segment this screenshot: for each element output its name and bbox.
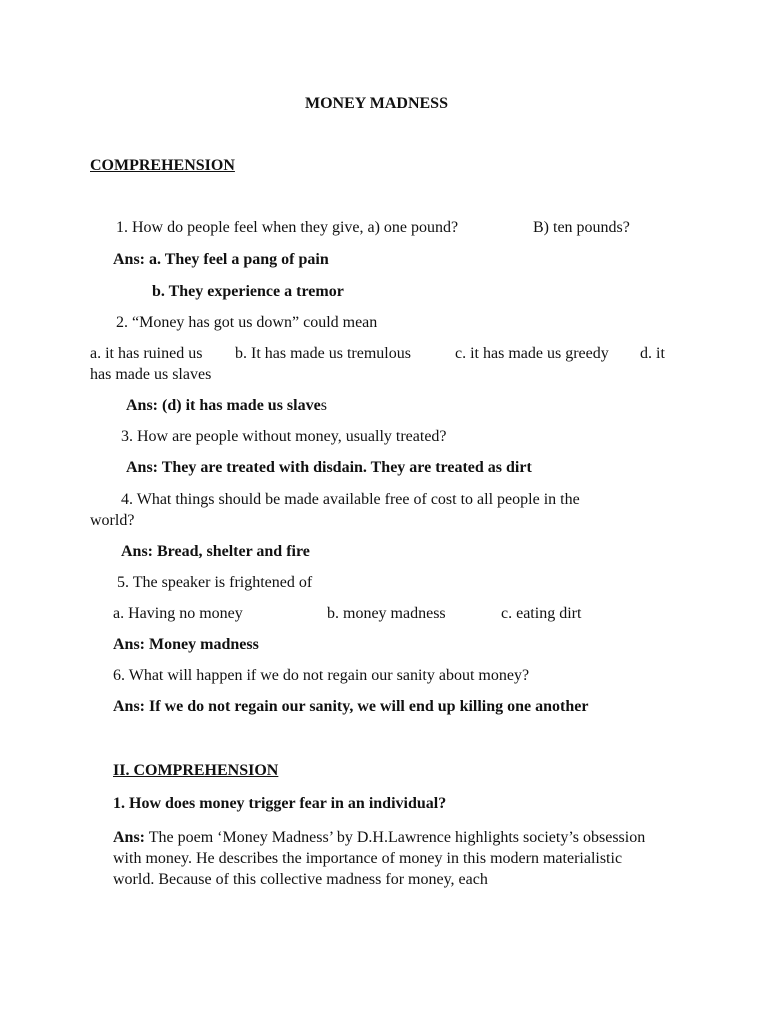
section-2-question-1: 1. How does money trigger fear in an individual? [113,795,447,812]
section-heading-comprehension: COMPREHENSION [90,157,235,174]
answer-text: The poem ‘Money Madness’ by D.H.Lawrence highlights society’s obsession with money. He describes the importance of money in this modern materialistic world. Because of this collective madness for money, each [113,829,646,888]
question-4: 4. What things should be made available free of cost to all people in the [121,491,580,508]
question-1-option-b: B) ten pounds? [533,219,630,236]
answer-2-tail: s [320,397,327,414]
answer-6: Ans: If we do not regain our sanity, we will end up killing one another [113,698,589,715]
question-1: 1. How do people feel when they give, a) one pound? [116,219,459,236]
answer-1a: Ans: a. They feel a pang of pain [113,251,329,268]
answer-1b: b. They experience a tremor [152,283,344,300]
answer-2 [126,396,327,416]
section-2-answer-1 [113,827,665,890]
answer-2-bold: Ans: (d) it has made us slave [126,397,321,414]
question-5-option-b: b. money madness [327,605,446,622]
question-5-option-c: c. eating dirt [501,605,582,622]
question-2-option-d-continued: has made us slaves [90,366,212,383]
answer-3: Ans: They are treated with disdain. They are treated as dirt [126,459,532,476]
answer-5: Ans: Money madness [113,636,259,653]
answer-4: Ans: Bread, shelter and fire [121,543,310,560]
question-4-continued: world? [90,512,135,529]
question-2-option-d: d. it [640,345,665,362]
question-2-option-c: c. it has made us greedy [455,345,609,362]
page-title: MONEY MADNESS [305,95,448,112]
answer-label: Ans: [113,829,146,846]
section-heading-ii-comprehension: II. COMPREHENSION [113,762,279,779]
question-5: 5. The speaker is frightened of [117,574,313,591]
question-2-option-b: b. It has made us tremulous [235,345,411,362]
question-6: 6. What will happen if we do not regain our sanity about money? [113,667,530,684]
question-3: 3. How are people without money, usually treated? [121,428,447,445]
question-5-option-a: a. Having no money [113,605,243,622]
question-2: 2. “Money has got us down” could mean [116,314,378,331]
question-2-option-a: a. it has ruined us [90,345,203,362]
